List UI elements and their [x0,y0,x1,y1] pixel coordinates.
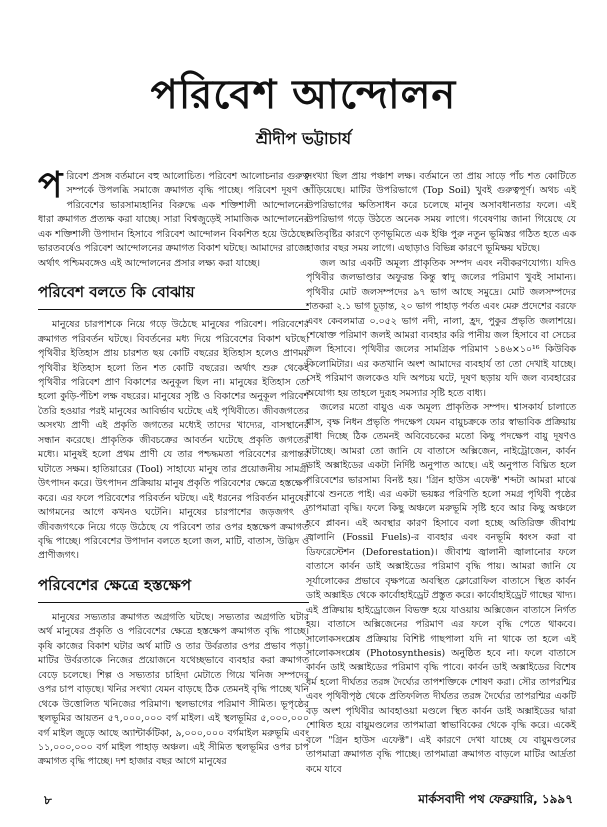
heading-divider [38,309,309,310]
heading-divider [38,602,309,603]
section-heading-environment-meaning: পরিবেশ বলতে কি বোঝায় [38,283,195,302]
left-column [38,165,309,770]
article-title: পরিবেশ আন্দোলন [150,72,457,118]
right-paragraph-water: জল আর একটি অমূল্য প্রাকৃতিক সম্পদ এবং নবীকরণযোগ্য। যদিও পৃথিবীর জলভাণ্ডার অফুরন্ত কিন্তু স্বাদু জলের পরিমাণ খুবই সামান্য। পৃথিবীর মোট জলসম্পদের ৯৭ ভাগ আছে সমুদ্রে। মোট জলসম্পদের শতকরা ২.১ ভাগ চূড়ান্ত, ২০ ভাগ পাহাড় পর্বত এবং মেরু প্রদেশের বরফে এবং কেবলমাত্র ০.০৫২ ভাগ নদী, নালা, হ্রদ, পুকুর প্রভৃতি জলাশয়ে। শেষোক্ত পরিমাণ জলই আমরা ব্যবহার করি পানীয় জল হিসাবে বা সেচের জল হিসাবে। পৃথিবীর জলের সামগ্রিক পরিমাণ ১৪৬×১০¹⁶ কিউবিক কিলোমিটার। এর কতখানি অংশ আমাদের ব্যবহার্য তা তো দেখাই যাচ্ছে। সেই পরিমাণ জলকেও যদি অপচয় ঘটে, দূষণ ছড়ায় যদি জল ব্যবহারের অযোগ্য হয় তাহলে দুরূহ সমস্যার সৃষ্টি হতে বাধ্য। [306,257,576,399]
page-number: ৮ [44,793,52,807]
right-paragraph-soil: সংখ্যা ছিল প্রায় পঞ্চাশ লক্ষ। বর্তমানে তা প্রায় সাড়ে পাঁচ শত কোটিতে দাঁড়িয়েছে। মাটির উপরিভাগে (Top Soil) খুবই গুরুত্বপূর্ণ। অথচ এই উপরিভাগের ক্ষতিসাধন করে চলেছে মানুষ অসাবধানতার ফলে। এই উপরিভাগ গড়ে উঠতে অনেক সময় লাগে। গবেষণায় জানা গিয়েছে যে অতিবৃষ্টির কারণে তৃণভূমিতে এক ইঞ্চি পুরু নতুন ভূমিস্তর গঠিত হতে এক হাজার বছর সময় লাগে। এছাড়াও বিভিন্ন কারণে ভূমিক্ষয় ঘটছে। [306,171,576,255]
intro-text: রিবেশ প্রসঙ্গ বর্তমানে বহু আলোচিত। পরিবেশ আলোচনার গুরুত্ব সম্পর্কে উপলব্ধি সমাজে ক্রমাগত বৃদ্ধি পাচ্ছে। পরিবেশ দূষণ ও পরিবেশের ভারসাম্যহানির বিরুদ্ধে এক শক্তিশালী আন্দোলনের ধারা ক্রমাগত প্রত্যক্ষ করা যাচ্ছে। সারা বিশ্বজুড়েই সামাজিক আন্দোলনের এক শক্তিশালী উপাদান হিসাবে পরিবেশ আন্দোলন বিকশিত হয়ে উঠেছে। ভারতবর্ষেও পরিবেশ আন্দোলনের ক্রমাগত বিকাশ ঘটছে। আমাদের রাজ্যে অর্থাৎ পশ্চিমবঙ্গেও এই আন্দোলনের প্রসার লক্ষ্য করা যাচ্ছে। [38,171,309,269]
section-heading-interference: পরিবেশের ক্ষেত্রে হস্তক্ষেপ [38,575,192,594]
right-column [306,170,576,777]
section1-paragraph: মানুষের চারপাশকে নিয়ে গড়ে উঠেছে মানুষের পরিবেশ। পরিবেশের ক্রমাগত পরিবর্তন ঘটছে। বিবর্তনের মধ্য দিয়ে পরিবেশের বিকাশ ঘটছে। পৃথিবীর ইতিহাস প্রায় চারশত ছয় কোটি বছরের ইতিহাস হলেও প্রাণময় পৃথিবীর ইতিহাস হলো তিন শত কোটি বছরের। অর্থাৎ শুরু থেকেই পৃথিবীর পরিবেশ প্রাণ বিকাশের অনুকূল ছিল না। মানুষের ইতিহাস তো হলো কুড়ি-পঁচিশ লক্ষ বছরের। মানুষের সৃষ্টি ও বিকাশের অনুকূল পরিবেশ তৈরি হওয়ার পরই মানুষের আবির্ভাব ঘটেছে এই পৃথিবীতে। জীবজগতের অসংখ্য প্রাণী এই প্রকৃতি জগতের মধ্যেই তাদের খাদ্যের, বাসস্থানের সন্ধান করেছে। প্রাকৃতিক জীবচক্রের আবর্তন ঘটেছে প্রকৃতি জগতের মধ্যে। মানুষই হলো প্রথম প্রাণী যে তার পশ্চদ্ধমতা পরিবেশের রূপান্তর ঘটাতে সক্ষম। হাতিয়ারের (Tool) সাহায্যে মানুষ তার প্রয়োজনীয় সামগ্রী উৎপাদন করে। উৎপাদন প্রক্রিয়ায় মানুষ প্রকৃতি পরিবেশের ক্ষেত্রে হস্তক্ষেপ করে। এর ফলে পরিবেশের পরিবর্তন ঘটছে। এই ধরনের পরিবর্তন মানুষের আগমনের আগে কখনও ঘটেনি। মানুষের চারপাশের জড়জগৎ ও জীবজগৎকে নিয়ে গড়ে উঠেছে যে পরিবেশ তার ওপর হস্তক্ষেপ ক্রমাগত বৃদ্ধি পাচ্ছে। পরিবেশের উপাদান বলতে হলো জল, মাটি, বাতাস, উদ্ভিদ ও প্রাণীজগৎ। [38,319,309,562]
right-paragraph-air: জলের মতো বায়ুও এক অমূল্য প্রাকৃতিক সম্পদ। শ্বাসকার্য চালাতে শ্বাস, বৃক্ষ নিধন প্রভৃতি পদক্ষেপ যেমন বায়ুচক্রকে তার স্বাভাবিক প্রক্রিয়ায় বাধা দিচ্ছে ঠিক তেমনই অবিবেচকের মতো কিছু পদক্ষেপ বায়ু দূষণও ঘটাচ্ছে। আমরা তো জানি যে বাতাসে অক্সিজেন, নাইট্রোজেন, কার্বন ডাই অক্সাইডের একটা নির্দিষ্ট অনুপাত আছে। এই অনুপাত বিঘ্নিত হলে পরিবেশের ভারসাম্য বিনষ্ট হয়। 'গ্রিন হাউস এফেক্ট' শব্দটা আমরা মাঝে মাঝে শুনতে পাই। এর একটা ভয়ঙ্কর পরিণতি হলো সমগ্র পৃথিবী পৃষ্ঠের তাপমাত্রা বৃদ্ধি। ফলে কিছু অঞ্চলে মরুভূমি সৃষ্টি হবে আর কিছু অঞ্চলে হবে প্লাবন। এই অবস্থার কারণ হিসাবে বলা হচ্ছে অতিরিক্ত জীবাশ্ম জ্বালানি (Fossil Fuels)-র ব্যবহার এবং বনভূমি ধ্বংস করা বা ডিফরেস্টেশন (Deforestation)। জীবাশ্ম জ্বালানী জ্বালানোর ফলে বাতাসে কার্বন ডাই অক্সাইডের পরিমাণ বৃদ্ধি পায়। আমরা জানি যে সূর্যালোকের প্রভাবে বৃক্ষপত্রে অবস্থিত ক্লোরোফিল বাতাসে স্থিত কার্বন ডাই অক্সাইড থেকে কার্বোহাইড্রেট প্রস্তুত করে। কার্বোহাইড্রেট গাছের খাদ্য। এই প্রক্রিয়ায় হাইড্রোজেন বিভক্ত হয়ে যাওয়ায় অক্সিজেন বাতাসে নির্গত হয়। বাতাসে অক্সিজেনের পরিমাণ এর ফলে বৃদ্ধি পেতে থাকবে। সালোকসংশ্লেষ প্রক্রিয়ায় বিশিষ্ট গাছপালা যদি না থাকে তা হলে এই সালোকসংশ্লেষ (Photosynthesis) অনুষ্ঠিত হবে না। ফলে বাতাসে কার্বন ডাই অক্সাইডের পরিমাণ বৃদ্ধি পাবে। কার্বন ডাই অক্সাইডের বিশেষ ধর্ম হলো দীর্ঘতর তরঙ্গ দৈর্ঘ্যের তাপশক্তিকে শোষণ করা। সৌর তাপরশ্মির এবং পৃথিবীপৃষ্ঠ থেকে প্রতিফলিত দীর্ঘতর তরঙ্গ দৈর্ঘ্যের তাপরশ্মির একটি বড় অংশ পৃথিবীর আবহাওয়া মণ্ডলে স্থিত কার্বন ডাই অক্সাইডের দ্বারা শোষিত হয়ে বায়ুমণ্ডলের তাপমাত্রা স্বাভাবিকের থেকে বৃদ্ধি করে। একেই বলে "গ্রিন হাউস এফেক্ট"। এই কারণে দেখা যাচ্ছে যে বায়ুমণ্ডলের তাপমাত্রা ক্রমাগত বৃদ্ধি পাচ্ছে। তাপমাত্রা ক্রমাগত বাড়লে মাটির আর্দ্রতা কমে যাবে [306,402,576,775]
dropcap-letter: প [38,165,63,206]
author-name: শ্রীদীপ ভট্টাচার্য [255,129,352,148]
section2-paragraph: মানুষের সভ্যতার ক্রমাগত অগ্রগতি ঘটছে। সভ্যতার অগ্রগতি ঘটার অর্থ মানুষের প্রকৃতি ও পরিবেশের ক্ষেত্রে হস্তক্ষেপ ক্রমাগত বৃদ্ধি পাচ্ছে। কৃষি কাজের বিকাশ ঘটার অর্থ মাটি ও তার উর্বরতার ওপর প্রভাব পড়া। মাটির উর্বরতাকে নিজের প্রয়োজনে যথেচ্ছভাবে ব্যবহার করা ক্রমাগত বেড়ে চলেছে। শিল্প ও সভ্যতার চাহিদা মেটাতে গিয়ে খনিজ সম্পদের ওপর চাপ বাড়ছে। খনির সংখ্যা যেমন বাড়ছে ঠিক তেমনই বৃদ্ধি পাচ্ছে খনি থেকে উত্তোলিত খনিজের পরিমাণ। স্থলভাগের পরিমাণ সীমিত। ভূপৃষ্ঠের স্থলভূমির আয়তন ৫৭,০০০,০০০ বর্গ মাইল। এই স্থলভূমির ৫,০০০,০০০ বর্গ মাইল জুড়ে আছে অ্যান্টার্কটিকা, ৯,০০০,০০০ বর্গমাইল মরুভূমি এবং ১১,০০০,০০০ বর্গ মাইল পাহাড় অঞ্চল। এই সীমিত স্থলভূমির ওপর চাপ ক্রমাগত বৃদ্ধি পাচ্ছে। দশ হাজার বছর আগে মানুষের [38,611,309,768]
intro-paragraph [38,165,309,271]
publication-name: মার্কসবাদী পথ ফেব্রুয়ারি, ১৯৯৭ [418,792,573,806]
